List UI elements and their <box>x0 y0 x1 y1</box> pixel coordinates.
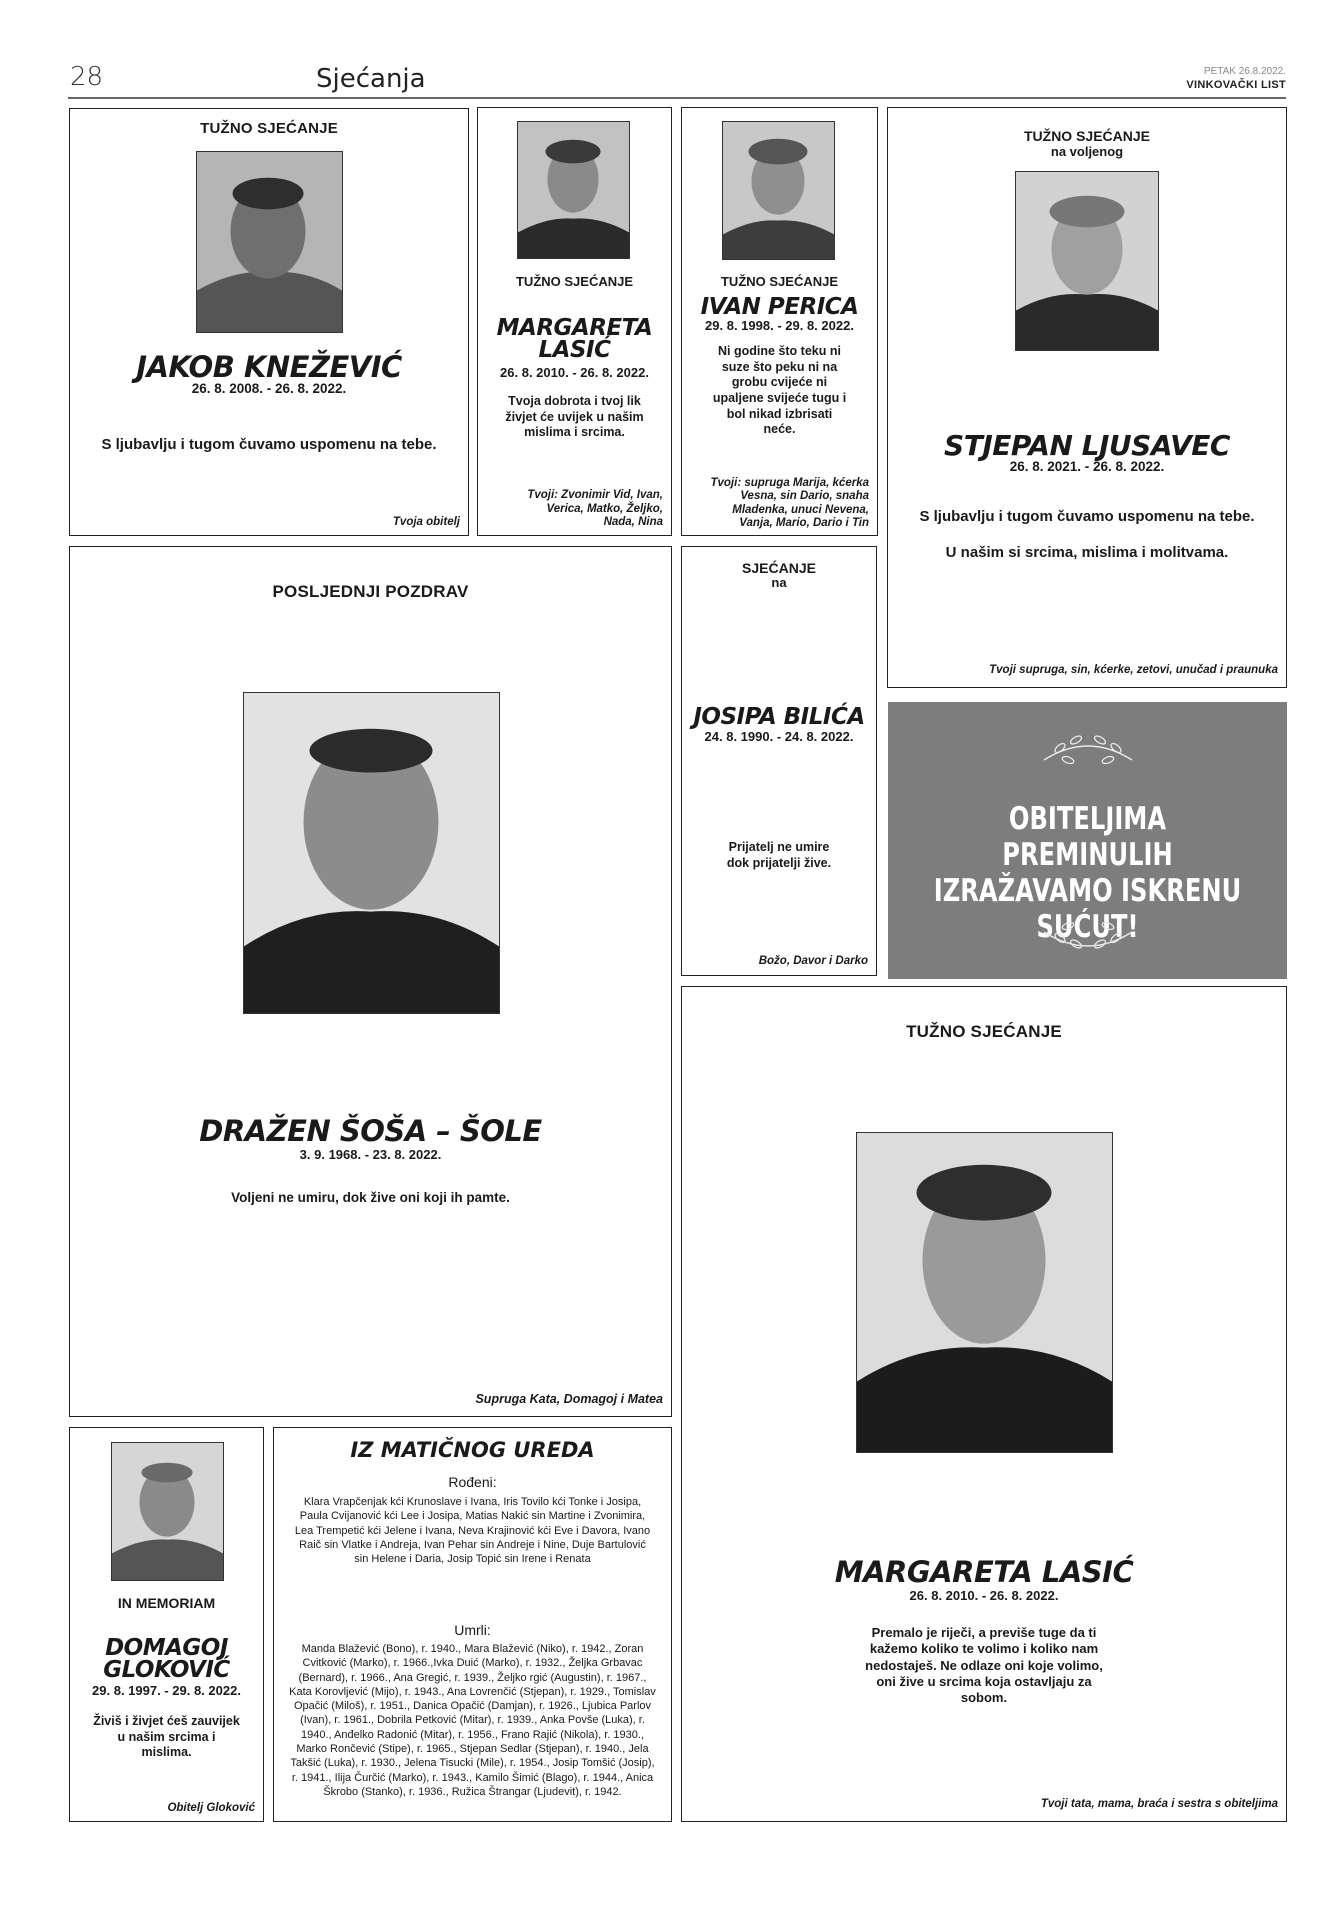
registry-box <box>273 1427 672 1822</box>
newspaper-name: VINKOVAČKI LIST <box>1186 79 1286 91</box>
notice-glokovic <box>69 1427 264 1822</box>
notice-sublabel: na voljenog <box>1050 144 1124 159</box>
life-dates: 26. 8. 2010. - 26. 8. 2022. <box>909 1588 1059 1603</box>
registry-born-heading: Rođeni: <box>448 1474 497 1490</box>
notice-label: TUŽNO SJEĆANJE <box>720 274 839 289</box>
portrait-photo <box>111 1442 224 1581</box>
notice-knezevic <box>69 108 469 536</box>
laurel-bottom-icon <box>1036 902 1140 962</box>
registry-died-heading: Umrli: <box>454 1622 491 1638</box>
deceased-name: JOSIPA BILIĆA <box>693 704 865 730</box>
portrait-photo <box>517 121 630 259</box>
notice-signature: Tvoji tata, mama, braća i sestra s obiteljima <box>1040 1797 1278 1810</box>
notice-ljusavec <box>887 107 1287 688</box>
life-dates: 26. 8. 2021. - 26. 8. 2022. <box>1009 459 1165 474</box>
portrait-photo <box>243 692 500 1014</box>
section-title: Sjećanja <box>316 64 426 94</box>
life-dates: 3. 9. 1968. - 23. 8. 2022. <box>299 1147 442 1162</box>
notice-label: SJEĆANJE <box>742 560 816 576</box>
notice-signature: Božo, Davor i Darko <box>758 954 868 967</box>
notice-message-2: U našim si srcima, mislima i molitvama. <box>945 544 1229 561</box>
notice-label: TUŽNO SJEĆANJE <box>200 120 338 137</box>
portrait-photo <box>196 151 343 333</box>
page-number: 28 <box>70 62 104 92</box>
deceased-name: MARGARETA LASIĆ <box>834 1555 1134 1589</box>
notice-signature: Tvoja obitelj <box>392 515 460 528</box>
portrait-photo <box>1015 171 1159 351</box>
laurel-top-icon <box>1036 720 1140 780</box>
banner-line-2: IZRAŽAVAMO ISKRENU SUĆUT! <box>933 872 1242 945</box>
notice-lasic-small <box>477 107 672 536</box>
notice-signature: Supruga Kata, Domagoj i Matea <box>475 1391 663 1406</box>
notice-label: TUŽNO SJEĆANJE <box>515 274 634 289</box>
deceased-name: JAKOB KNEŽEVIĆ <box>136 350 402 384</box>
life-dates: 26. 8. 2010. - 26. 8. 2022. <box>500 365 649 380</box>
notice-signature: Tvoji: supruga Marija, kćerka Vesna, sin Dario, snaha Mladenka, unuci Nevena, Vanja, Mario, Dario i Tin <box>710 477 869 529</box>
notice-sublabel: na <box>771 575 787 590</box>
registry-title: IZ MATIČNOG UREDA <box>350 1438 595 1462</box>
notice-label: TUŽNO SJEĆANJE <box>1023 128 1151 144</box>
notice-signature: Obitelj Gloković <box>167 1801 255 1814</box>
notice-lasic-large <box>681 986 1287 1822</box>
notice-signature: Tvoji supruga, sin, kćerke, zetovi, unučad i praunuka <box>989 663 1278 676</box>
notice-label: POSLJEDNJI POZDRAV <box>272 582 469 601</box>
banner-line-1: OBITELJIMA PREMINULIH <box>1002 801 1173 873</box>
portrait-photo <box>856 1132 1113 1453</box>
notice-bilica <box>681 546 877 976</box>
notice-perica <box>681 107 878 536</box>
notice-message: Prijatelj ne umire dok prijatelji žive. <box>726 840 832 870</box>
life-dates: 29. 8. 1998. - 29. 8. 2022. <box>705 318 854 333</box>
deceased-name-first: MARGARETA <box>496 315 653 341</box>
deceased-name: STJEPAN LJUSAVEC <box>944 429 1230 462</box>
notice-message: Voljeni ne umiru, dok žive oni koji ih pamte. <box>231 1190 510 1205</box>
deceased-name-first: DOMAGOJ <box>105 1635 228 1661</box>
notice-message: Živiš i živjet ćeš zauvijek u našim srcima i mislima. <box>93 1714 240 1760</box>
life-dates: 26. 8. 2008. - 26. 8. 2022. <box>191 381 347 396</box>
notice-message: Ni godine što teku ni suze što peku ni na grobu cvijeće ni upaljene svijeće tugu i bol nikad izbrisati neće. <box>712 344 847 437</box>
notice-message: Tvoja dobrota i tvoj lik živjet će uvijek u našim mislima i srcima. <box>505 394 644 440</box>
notice-sosa <box>69 546 672 1417</box>
notice-label: TUŽNO SJEĆANJE <box>906 1022 1062 1041</box>
issue-date: PETAK 26.8.2022. <box>1203 66 1286 77</box>
header-rule <box>68 97 1286 99</box>
portrait-photo <box>722 121 835 260</box>
deceased-name-last: GLOKOVIĆ <box>103 1657 230 1683</box>
notice-label: IN MEMORIAM <box>117 1595 216 1611</box>
notice-message: Premalo je riječi, a previše tuge da ti kažemo koliko te volimo i koliko nam nedostaješ. Ne odlaze oni koje volimo, oni žive u srcima koja ostavljaju za sobom. <box>865 1625 1103 1705</box>
notice-message: S ljubavlju i tugom čuvamo uspomenu na tebe. <box>101 436 437 453</box>
registry-born-list: Klara Vrapčenjak kći Krunoslave i Ivana, Iris Tovilo kći Tonke i Josipa, Paula Cvijanović kći Lee i Josipa, Matias Nakić sin Martine i Zvonimira, Lea Trempetić kći Jelene i Ivana, Neva Krajinović kći Eve i Davora, Ivano Raič sin Vlatke i Andreja, Ivan Pehar sin Andreje i Nine, Duje Bartulović sin Helene i Daria, Josip Topić sin Irene i Renata <box>294 1496 651 1566</box>
life-dates: 29. 8. 1997. - 29. 8. 2022. <box>92 1683 241 1698</box>
deceased-name-last: LASIĆ <box>538 337 611 363</box>
life-dates: 24. 8. 1990. - 24. 8. 2022. <box>704 729 854 744</box>
condolence-banner <box>888 702 1287 979</box>
registry-died-list: Manda Blažević (Bono), r. 1940., Mara Blažević (Niko), r. 1942., Zoran Cvitković (Marko), r. 1966.,Ivka Duić (Marko), r. 1932., Željka Grbavac (Bernard), r. 1966., Ana Gregić, r. 1939., Željko rgić (Augustin), r. 1967., Kata Korovljević (Mijo), r. 1943., Ana Lovrenčić (Stjepan), r. 1929., Tomislav Opačić (Miloš), r. 1951., Danica Opačić (Damjan), r. 1926., Ljubica Parlov (Ivan), r. 1961., Dobrila Petković (Mitar), r. 1939., Anka Povše (Luka), r. 1940., Anđelko Radonić (Mitar), r. 1956., Frano Rajić (Nikola), r. 1930., Marko Rončević (Stipe), r. 1965., Stjepan Sedlar (Stjepan), r. 1940., Jela Takšić (Luka), r. 1930., Jelena Tisucki (Mile), r. 1954., Josip Tomšić (Josip), r. 1941., Ilija Čurčić (Marko), r. 1943., Kamilo Šimić (Blago), r. 1944., Anica Škrobo (Stanko), r. 1936., Ružica Štrangar (Ljudevit), r. 1942. <box>289 1643 656 1798</box>
deceased-name: DRAŽEN ŠOŠA – ŠOLE <box>199 1114 542 1148</box>
notice-signature: Tvoji: Zvonimir Vid, Ivan, Verica, Matko, Željko, Nada, Nina <box>527 489 663 528</box>
notice-message: S ljubavlju i tugom čuvamo uspomenu na tebe. <box>919 508 1255 525</box>
deceased-name: IVAN PERICA <box>700 294 859 320</box>
